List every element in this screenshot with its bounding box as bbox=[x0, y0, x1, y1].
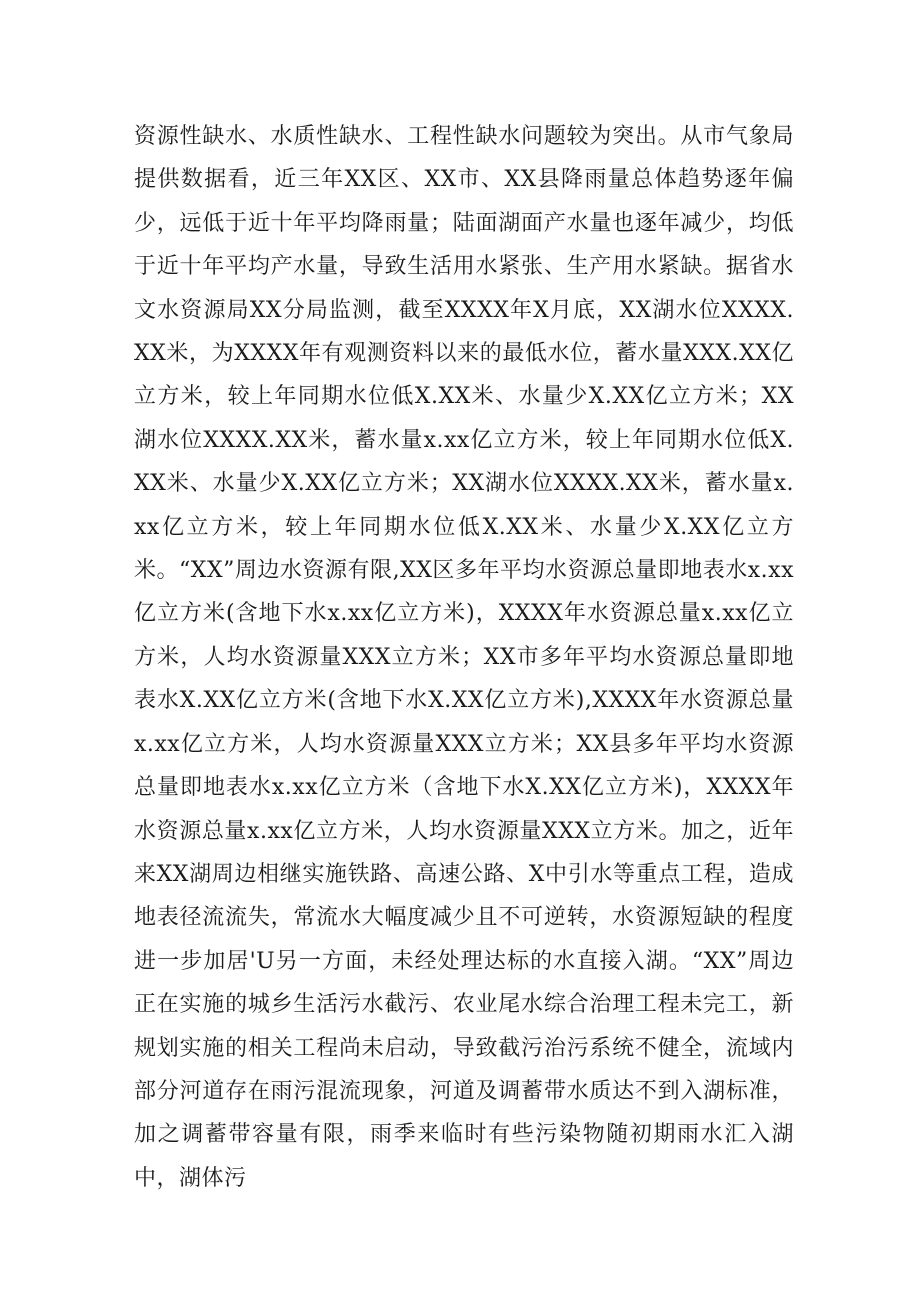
body-paragraph: 资源性缺水、水质性缺水、工程性缺水问题较为突出。从市气象局提供数据看，近三年XX区、XX市、XX县降雨量总体趋势逐年偏少，远低于近十年平均降雨量；陆面湖面产水量也逐年减少，均低于近十年平均产水量，导致生活用水紧张、生产用水紧缺。据省水文水资源局XX分局监测，截至XXXX年X月底，XX湖水位XXXX.XX米，为XXXX年有观测资料以来的最低水位，蓄水量XXX.XX亿立方米，较上年同期水位低X.XX米、水量少X.XX亿立方米；XX湖水位XXXX.XX米，蓄水量x.xx亿立方米，较上年同期水位低X.XX米、水量少X.XX亿立方米；XX湖水位XXXX.XX米，蓄水量x.xx亿立方米，较上年同期水位低X.XX米、水量少X.XX亿立方米。“XX”周边水资源有限,XX区多年平均水资源总量即地表水x.xx亿立方米(含地下水x.xx亿立方米)，XXXX年水资源总量x.xx亿立方米，人均水资源量XXX立方米；XX市多年平均水资源总量即地表水X.XX亿立方米(含地下水X.XX亿立方米),XXXX年水资源总量x.xx亿立方米，人均水资源量XXX立方米；XX县多年平均水资源总量即地表水x.xx亿立方米（含地下水X.XX亿立方米)，XXXX年水资源总量x.xx亿立方米，人均水资源量XXX立方米。加之，近年来XX湖周边相继实施铁路、高速公路、X中引水等重点工程，造成地表径流流失，常流水大幅度减少且不可逆转，水资源短缺的程度进一步加居'U另一方面，未经处理达标的水直接入湖。“XX”周边正在实施的城乡生活污水截污、农业尾水综合治理工程未完工，新规划实施的相关工程尚未启动，导致截污治污系统不健全，流域内部分河道存在雨污混流现象，河道及调蓄带水质达不到入湖标准，加之调蓄带容量有限，雨季来临时有些污染物随初期雨水汇入湖中，湖体污 bbox=[134, 124, 794, 1191]
